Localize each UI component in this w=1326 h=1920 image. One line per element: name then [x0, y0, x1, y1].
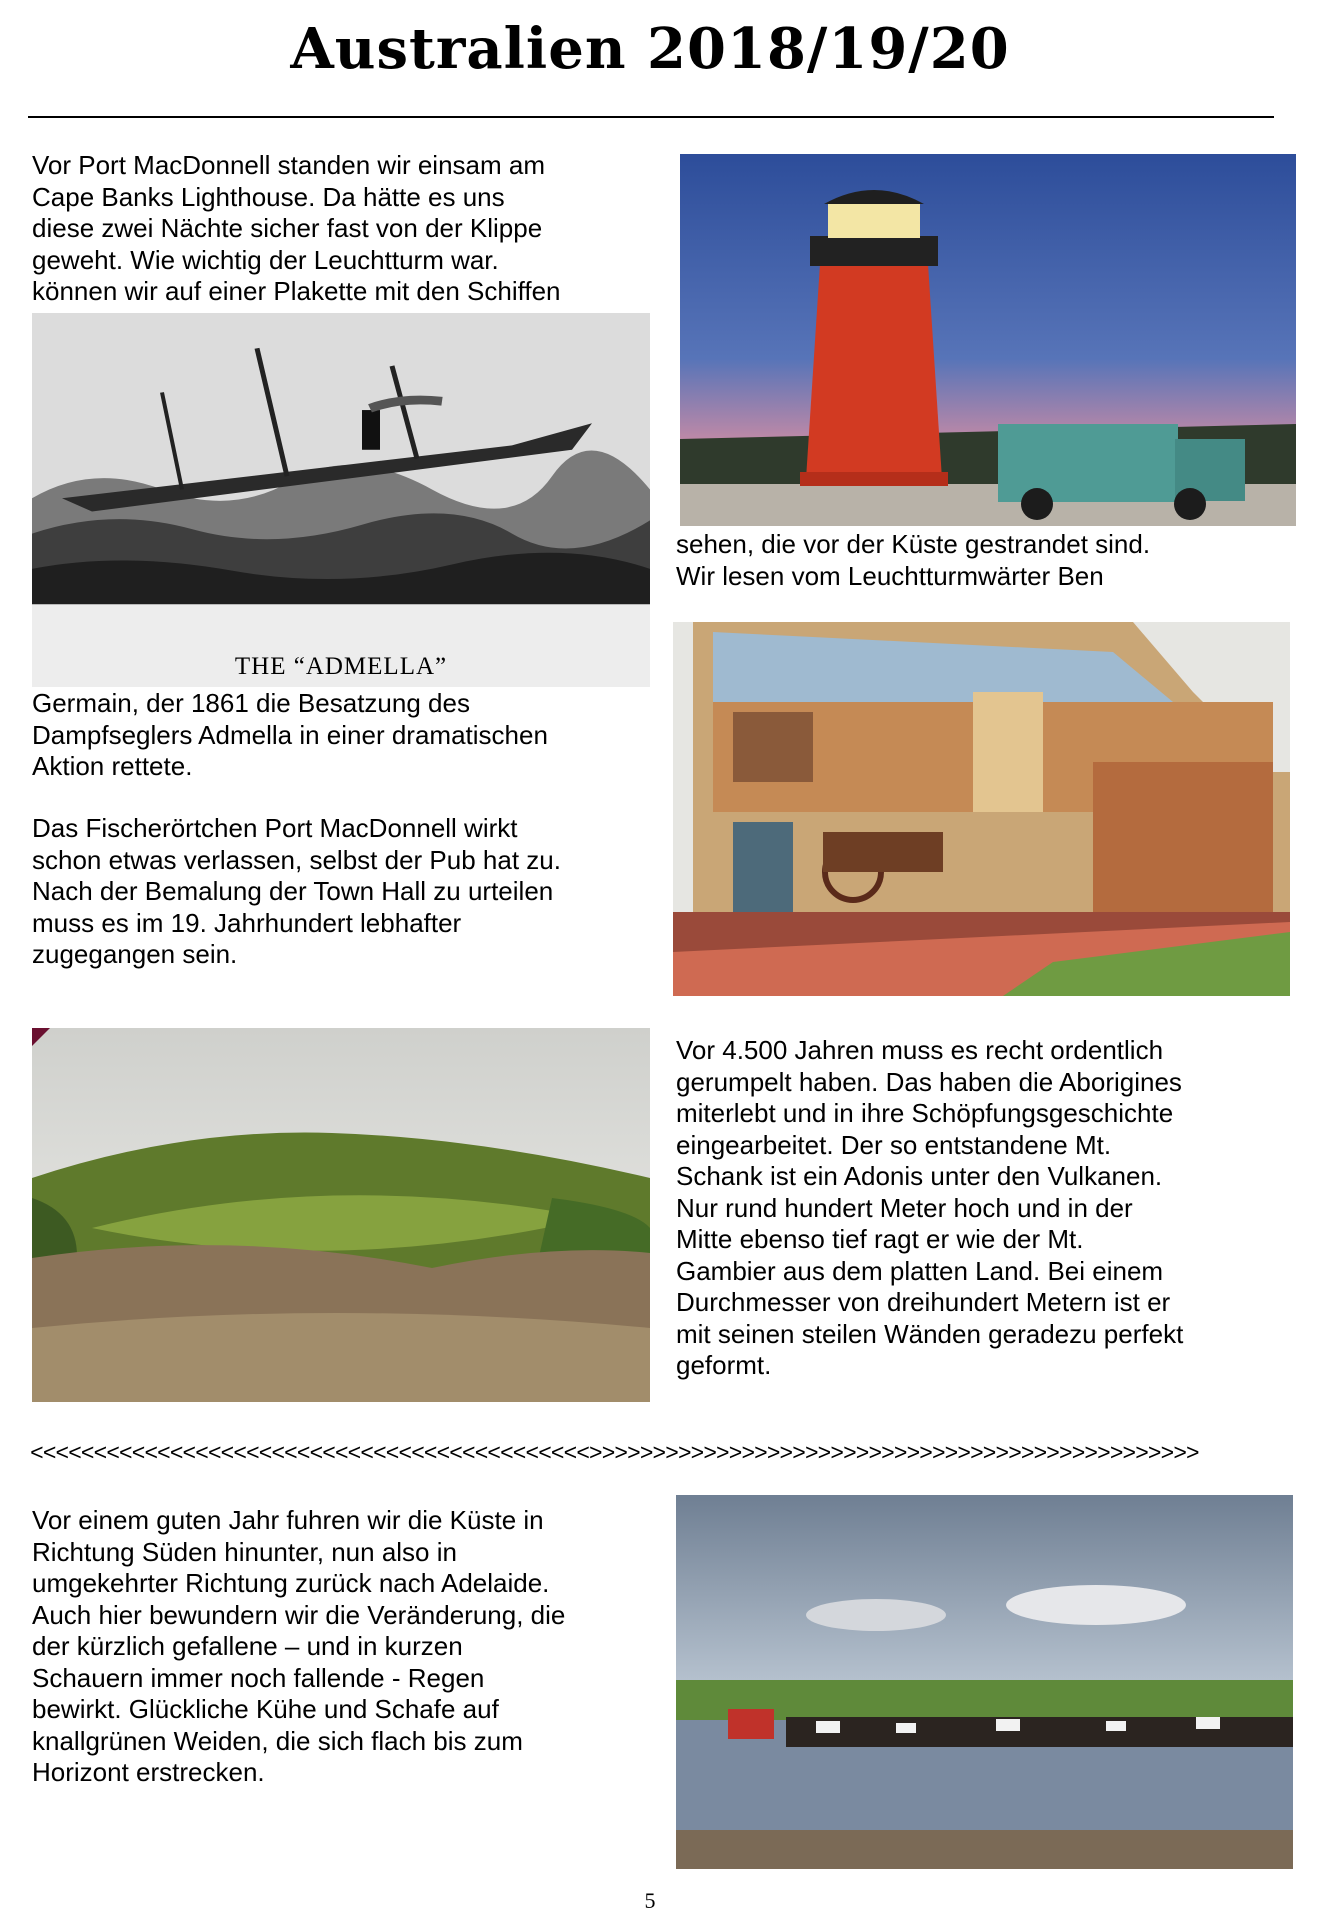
ship-caption: THE “ADMELLA” [234, 653, 448, 680]
ship-admella-photo [32, 313, 650, 687]
paragraph-port-macdonnell: Das Fischerörtchen Port MacDonnell wirkt schon etwas verlassen, selbst der Pub hat zu. Nach der Bemalung der Town Hall zu urteilen muss es im 19. Jahrhundert lebhafter zugegangen sein. [32, 813, 561, 969]
page-title: Australien 2018/19/20 [290, 16, 1010, 82]
title-divider [28, 116, 1274, 118]
cows-on-pasture-photo [676, 1495, 1293, 1869]
lighthouse-photo [680, 154, 1296, 526]
paragraph-lighthouse-keeper: sehen, die vor der Küste gestrandet sind. Wir lesen vom Leuchtturmwärter Ben [676, 529, 1151, 591]
mt-schank-crater-photo [32, 1028, 650, 1402]
paragraph-intro: Vor Port MacDonnell standen wir einsam am Cape Banks Lighthouse. Da hätte es uns diese zwei Nächte sicher fast von der Klippe geweht. Wie wichtig der Leuchtturm war. können wir auf einer Plakette mit den Schiffen [32, 150, 561, 306]
paragraph-return-to-adelaide: Vor einem guten Jahr fuhren wir die Küste in Richtung Süden hinunter, nun also in umgekehrter Richtung zurück nach Adelaide. Auch hier bewundern wir die Veränderung, die der kürzlich gefallene – und in kurzen Schauern immer noch fallende - Regen bewirkt. Glückliche Kühe und Schafe auf knallgrünen Weiden, die sich flach bis zum Horizont erstrecken. [32, 1505, 566, 1787]
paragraph-mt-schank: Vor 4.500 Jahren muss es recht ordentlich gerumpelt haben. Das haben die Aborigines miterlebt und in ihre Schöpfungsgeschichte eingearbeitet. Der so entstandene Mt. Schank ist ein Adonis unter den Vulkanen. Nur rund hundert Meter hoch und in der Mitte ebenso tief ragt er wie der Mt. Gambier aus dem platten Land. Bei einem Durchmesser von dreihundert Metern ist er mit seinen steilen Wänden geradezu perfekt geformt. [676, 1035, 1184, 1380]
town-hall-mural-photo [673, 622, 1290, 996]
page-number: 5 [644, 1888, 656, 1913]
paragraph-admella-rescue: Germain, der 1861 die Besatzung des Dampfseglers Admella in einer dramatischen Aktion rettete. [32, 688, 548, 781]
section-separator: <<<<<<<<<<<<<<<<<<<<<<<<<<<<<<<<<<<<<<<<<<<<>>>>>>>>>>>>>>>>>>>>>>>>>>>>>>>>>>>>>>>>>>>>>>>> [30, 1441, 1199, 1467]
